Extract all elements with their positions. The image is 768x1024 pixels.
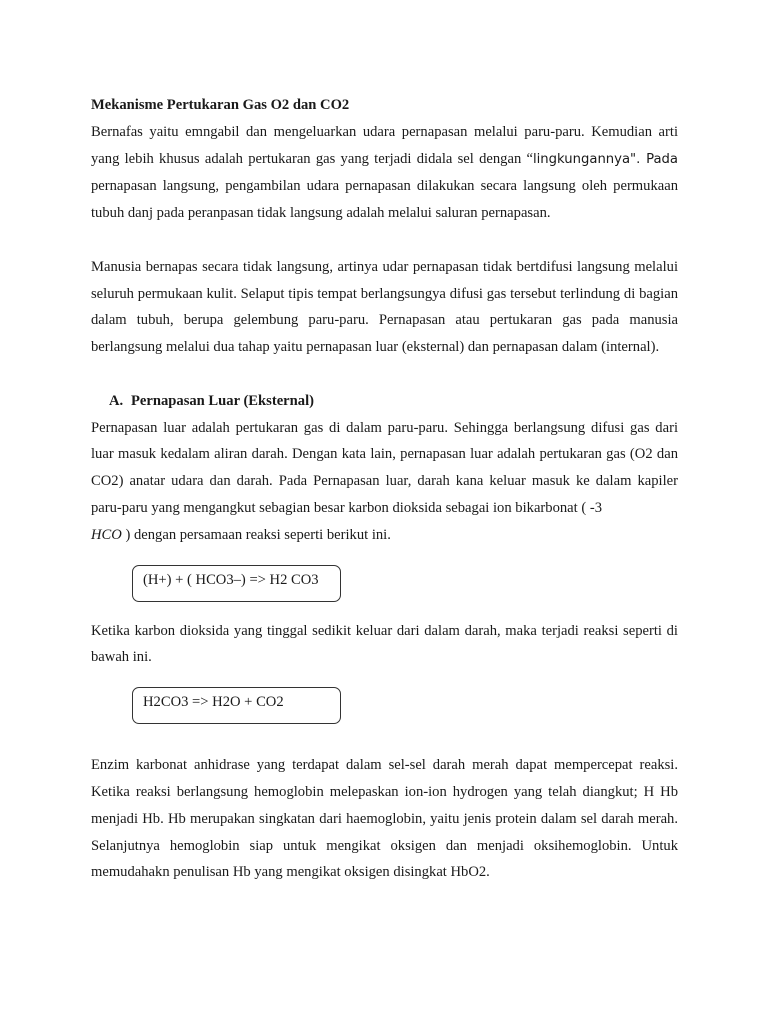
document-title: Mekanisme Pertukaran Gas O2 dan CO2 — [91, 97, 350, 113]
paragraph-spacer — [91, 738, 678, 752]
document-page — [91, 92, 678, 886]
paragraph-definition-part-b: lingkungannya". Pada — [532, 151, 678, 167]
paragraph-definition-part-c: pernapasan langsung, pengambilan udara pernapasan dilakukan secara langsung oleh permukaan tubuh danj pada peranpasan tidak langsung adalah melalui saluran pernapasan. — [91, 178, 678, 222]
equation-1-text: (H+) + ( HCO3–) => H2 CO3 — [143, 571, 319, 588]
paragraph-external-breathing — [91, 415, 678, 549]
paragraph-definition-part-a: Bernafas yaitu emngabil dan mengeluarkan udara pernapasan melalui paru-paru. Kemudian arti yang lebih khusus adalah pertukaran gas yang terjadi didala sel dengan “ — [91, 123, 678, 167]
section-heading-a — [109, 388, 678, 415]
equation-2-text: H2CO3 => H2O + CO2 — [143, 694, 284, 711]
paragraph-spacer — [91, 361, 678, 388]
paragraph-external-breathing-part-a: Pernapasan luar adalah pertukaran gas di dalam paru-paru. Sehingga berlangsung difusi gas dari luar masuk kedalam aliran darah. Dengan kata lain, pernapasan luar adalah pertukaran gas (O2 dan CO2) anatar udara dan darah. Pada Pernapasan luar, darah kana keluar masuk ke dalam kapiler paru-paru yang mengangkut sebagian besar karbon dioksida sebagai ion bikarbonat ( -3 — [91, 419, 678, 516]
paragraph-external-breathing-part-b: ) dengan persamaan reaksi seperti berikut ini. — [121, 526, 391, 543]
paragraph-carbonic-anhydrase: Enzim karbonat anhidrase yang terdapat dalam sel-sel darah merah dapat mempercepat reaksi. Ketika reaksi berlangsung hemoglobin melepaskan ion-ion hydrogen yang telah diangkut; H Hb menjadi Hb. Hb merupakan singkatan dari haemoglobin, yaitu jenis protein dalam sel darah merah. Selanjutnya hemoglobin siap untuk mengikat oksigen dan menjadi oksihemoglobin. Untuk memudahakn penulisan Hb yang mengikat oksigen disingkat HbO2. — [91, 757, 678, 881]
equation-box-2 — [132, 687, 341, 724]
hco-formula: HCO — [91, 526, 122, 543]
equation-box-1 — [132, 565, 341, 602]
paragraph-indirect-breathing: Manusia bernapas secara tidak langsung, artinya udar pernapasan tidak bertdifusi langsung melalui seluruh permukaan kulit. Selaput tipis tempat berlangsungya difusi gas tersebut terlindung di bagian dalam tubuh, berupa gelembung paru-paru. Pernapasan atau pertukaran gas pada manusia berlangsung melalui dua tahap yaitu pernapasan luar (eksternal) dan pernapasan dalam (internal). — [91, 258, 678, 356]
paragraph-spacer — [91, 227, 678, 254]
section-heading-letter: A. — [109, 392, 124, 409]
paragraph-definition — [91, 119, 678, 227]
section-heading-text: Pernapasan Luar (Eksternal) — [131, 392, 314, 409]
paragraph-co2-release: Ketika karbon dioksida yang tinggal sedikit keluar dari dalam darah, maka terjadi reaksi seperti di bawah ini. — [91, 622, 678, 666]
